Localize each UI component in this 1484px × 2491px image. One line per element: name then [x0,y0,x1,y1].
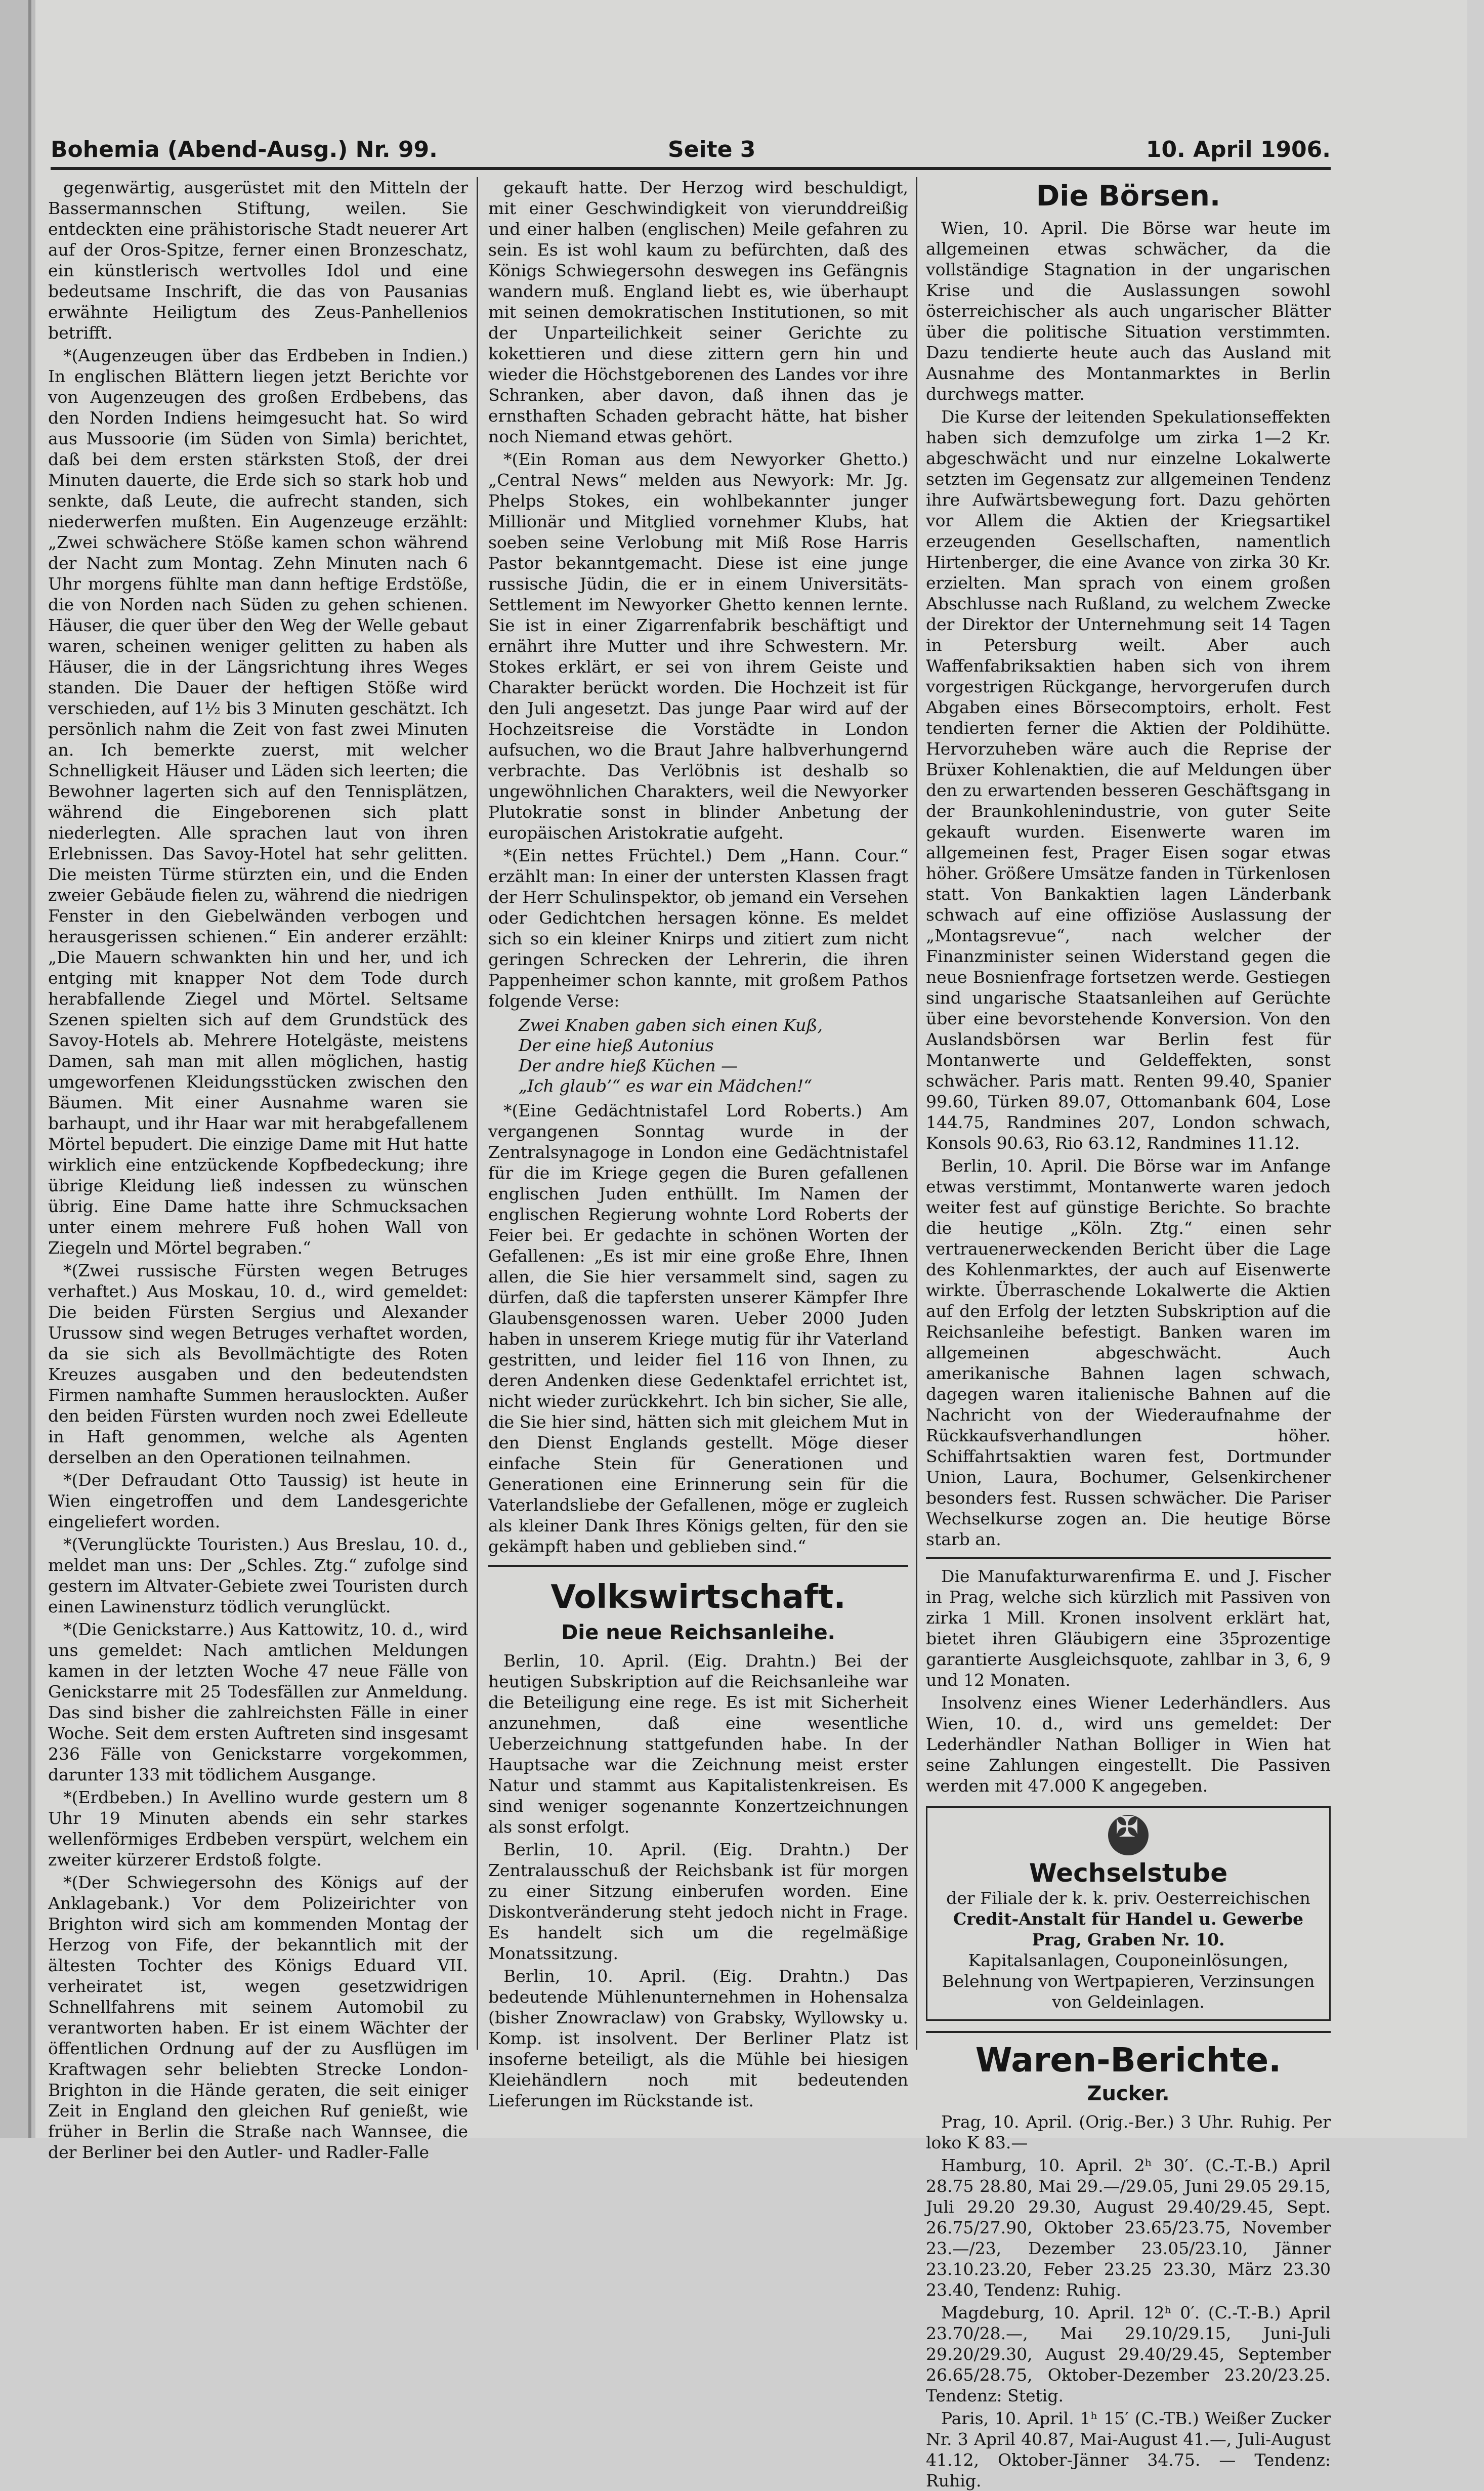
section-title-volkswirtschaft: Volkswirtschaft. [488,1565,908,1617]
section-title-boersen: Die Börsen. [1036,180,1221,213]
scan-edge [0,0,35,2138]
column-rule-1 [477,177,478,2050]
article-reichsanleihe: Berlin, 10. April. (Eig. Drahtn.) Bei der heutigen Subskription auf die Reichsanleihe war die Beteiligung eine rege. Es ist mit Sicherheit anzunehmen, daß eine wesentliche Ueberzeichnung stattgefunden habe. In der Hauptsache war die Zeichnung meist erster Natur und stammt aus Kapitalistenkreisen. Es sind weniger sogenannte Konzertzeichnungen als sonst erfolgt. [488,1651,908,1837]
article-gedaechtnistafel: *(Eine Gedächtnistafel Lord Roberts.) Am vergangenen Sonntag wurde in der Zentralsynagoge in London eine Gedächtnistafel für die im Kriege gegen die Buren gefallenen englischen Juden enthüllt. Im Namen der englischen Regierung wohnte Lord Roberts der Feier bei. Er gedachte in schönen Worten der Gefallenen: „Es ist mir eine große Ehre, Ihnen allen, die Sie hier versammelt sind, sagen zu dürfen, daß die tapfersten unserer Kämpfer Ihre Glaubensgenossen waren. Ueber 2000 Juden haben in unserem Kriege mutig für ihr Vaterland gestritten, und leider fiel 116 von Ihnen, zu deren Andenken diese Gedenktafel errichtet ist, nicht wieder zurückkehrt. Ich bin sicher, Sie alle, die Sie hier sind, hätten sich mit gleichem Mut in den Dienst Englands gestellt. Möge dieser einfache Stein für Generationen und Generationen eine Erinnerung sein für die Vaterlandsliebe der Gefallenen, möge er zugleich als kleiner Dank Ihres Königs gelten, für den sie gekämpft haben und geblieben sind.“ [488,1101,908,1556]
poem-line: Der eine hieß Autonius [519,1035,714,1055]
column-2 [488,177,908,2110]
article-boerse-berlin: Berlin, 10. April. Die Börse war im Anfange etwas verstimmt, Montanwerte waren jedoch weiter fest auf günstige Berichte. So brachte die heutige „Köln. Ztg.“ einen sehr vertrauenerweckenden Bericht über die Lage des Kohlenmarktes, der auch auf Eisenwerte wirkte. Überraschende Lokalwerte die Aktien auf den Erfolg der letzten Subskription auf die Reichsanleihe befestigt. Banken waren im allgemeinen abgeschwächt. Auch amerikanische Bahnen lagen schwach, dagegen waren italienische Bahnen auf die Nachricht von der Wiederaufnahme der Rückkaufsverhandlungen höher. Schiffahrtsaktien waren fest, Dortmunder Union, Laura, Bochumer, Gelsenkirchener besonders fest. Russen schwächer. Die Pariser Wechselkurse zogen an. Die heutige Börse starb an. [926,1156,1331,1549]
article-genickstarre: *(Die Genickstarre.) Aus Kattowitz, 10. d., wird uns gemeldet: Nach amtlichen Meldungen kamen in der letzten Woche 47 neue Fälle von Genickstarre mit 25 Todesfällen zur Anmeldung. Das sind bisher die zahlreichsten Fälle in einer Woche. Seit dem ersten Auftreten sind insgesamt 236 Fälle von Genickstarre vorgekommen, darunter 133 mit tödlichem Ausgange. [48,1620,468,1784]
article-lederhaendler: Insolvenz eines Wiener Lederhändlers. Aus Wien, 10. d., wird uns gemeldet: Der Lederhändler Nathan Bolliger in Wien hat seine Zahlungen eingestellt. Die Passiven werden mit 47.000 K angegeben. [926,1693,1331,1796]
column-rule-2 [916,177,917,2050]
poem-line: „Ich glaub’“ es war ein Mädchen!“ [519,1076,813,1096]
ad-line: der Filiale der k. k. priv. Oesterreichischen [946,1888,1310,1908]
article-defraudant: *(Der Defraudant Otto Taussig) ist heute in Wien eingetroffen und dem Landesgerichte eingeliefert worden. [48,1470,468,1531]
article-muehlenunternehmen: Berlin, 10. April. (Eig. Drahtn.) Das bedeutende Mühlenunternehmen in Hohensalza (bisher Znowraclaw) von Grabsky, Wyllowsky u. Komp. ist insolvent. Der Berliner Platz ist insoferne beteiligt, als die Mühle bei hiesigen Kleiehändlern noch mit bedeutenden Lieferungen im Rückstande ist. [488,1966,908,2110]
poem [519,1015,908,1096]
section-subtitle-reichsanleihe: Die neue Reichsanleihe. [561,1621,835,1644]
eagle-emblem-icon [1108,1815,1149,1855]
article-touristen: *(Verunglückte Touristen.) Aus Breslau, 10. d., meldet man uns: Der „Schles. Ztg.“ zufolge sind gestern im Altvater-Gebiete zwei Touristen durch einen Lawinensturz tödlich verunglückt. [48,1534,468,1616]
report-paris: Paris, 10. April. 1ʰ 15′ (C.-TB.) Weißer Zucker Nr. 3 April 40.87, Mai-August 41.—, Juli-August 41.12, Oktober-Jänner 34.75. — Tendenz: Ruhig. [926,2409,1331,2490]
article-boerse-wien: Wien, 10. April. Die Börse war heute im allgemeinen etwas schwächer, da die vollständige Stagnation in der ungarischen Krise und die Auslassungen sowohl österreichischer als auch ungarischer Blätter über die politische Situation verstimmten. Dazu tendierte heute auch das Ausland mit Ausnahme des Montanmarktes in Berlin durchwegs matter. [926,218,1331,404]
article-schwiegersohn: *(Der Schwiegersohn des Königs auf der Anklagebank.) Vor dem Polizeirichter von Brighton wird sich am kommenden Montag der Herzog von Fife, der bekanntlich mit der ältesten Tochter des Königs Eduard VII. verheiratet ist, wegen gesetzwidrigen Schnellfahrens mit seinem Automobil zu verantworten haben. Er ist einem Wächter der öffentlichen Ordnung auf der zu Ausflügen im Kraftwagen sehr beliebten Strecke London-Brighton in die Hände geraten, die seit einiger Zeit in England den gleichen Ruf genießt, wie früher in Berlin die Straße nach Wannsee, die der Berliner bei den Autler- und Radler-Falle [48,1873,468,2162]
ad-address: Prag, Graben Nr. 10. [1032,1930,1225,1949]
article-erdbeben-indien: *(Augenzeugen über das Erdbeben in Indien.) In englischen Blättern liegen jetzt Berichte vor von Augenzeugen des großen Erdbebens, das den Norden Indiens heimgesucht hat. So wird aus Mussoorie (im Süden von Simla) berichtet, daß bei dem ersten stärksten Stoß, der drei Minuten dauerte, die Erde sich so stark hob und senkte, daß Leute, die aufrecht standen, sich niederwerfen mußten. Ein Augenzeuge erzählt: „Zwei schwächere Stöße kamen schon während der Nacht zum Montag. Zehn Minuten nach 6 Uhr morgens fühlte man dann heftige Erdstöße, die von Norden nach Süden zu gehen schienen. Häuser, die quer über den Weg der Welle gebaut waren, scheinen weniger gelitten zu haben als Häuser, die in der Längsrichtung ihres Weges standen. Die Dauer der heftigen Stöße wird verschieden, auf 1½ bis 3 Minuten geschätzt. Ich persönlich nahm die Zeit von fast zwei Minuten an. Ich bemerkte zuerst, mit welcher Schnelligkeit Häuser und Läden sich leerten; die Bewohner lagerten sich auf den Tennisplätzen, während die Eingeborenen sich platt niederlegten. Alle sprachen laut von ihren Erlebnissen. Das Savoy-Hotel hat sehr gelitten. Die meisten Türme stürzten ein, und die Enden zweier Gebäude fielen zu, während die niedrigen Fenster in den Giebelwänden verbogen und herausgerissen schienen.“ Ein anderer erzählt: „Die Mauern schwankten hin und her, und ich entging mit knapper Not dem Tode durch herabfallende Ziegel und Mörtel. Seltsame Szenen spielten sich auf dem Grundstück des Savoy-Hotels ab. Mehrere Hotelgäste, meistens Damen, sah man mit allen möglichen, hastig umgeworfenen Kleidungsstücken zwischen den Bäumen. Mit einer Ausnahme waren sie barhaupt, und ihr Haar war mit herabgefallenem Mörtel bepudert. Die einzige Dame mit Hut hatte wirklich eine entzückende Kopfbedeckung; ihre übrige Kleidung ließ indessen zu wünschen übrig. Eine Dame hatte ihre Schmucksachen unter einem mehrere Fuß hohen Wall von Ziegeln und Mörtel begraben.“ [48,346,468,1258]
column-1 [48,177,468,2162]
article-newyorker-ghetto: *(Ein Roman aus dem Newyorker Ghetto.) „Central News“ melden aus Newyork: Mr. Jg. Phelps Stokes, ein wohlbekannter junger Millionär und Mitglied vornehmer Klubs, hat soeben seine Verlobung mit Miß Rose Harris Pastor bekanntgemacht. Diese ist eine junge russische Jüdin, die er in einem Universitäts-Settlement im Newyorker Ghetto kennen lernte. Sie ist in einer Zigarrenfabrik beschäftigt und ernährt ihre Mutter und ihre Schwestern. Mr. Stokes erklärt, er sei von ihrem Geiste und Charakter berückt worden. Die Hochzeit ist für den Juli angesetzt. Das junge Paar wird auf der Hochzeitsreise die Vorstädte in London aufsuchen, wo die Braut Jahre halbverhungernd verbrachte. Das Verlöbnis ist deshalb so ungewöhnlichen Charakters, weil die Newyorker Plutokratie sonst in blinder Anbetung der europäischen Aristokratie aufgeht. [488,449,908,843]
header-publication: Bohemia (Abend-Ausg.) Nr. 99. [51,137,438,162]
article-russische-fuersten: *(Zwei russische Fürsten wegen Betruges verhaftet.) Aus Moskau, 10. d., wird gemeldet: Die beiden Fürsten Sergius und Alexander Urussow sind wegen Betruges verhaftet worden, da sie sich als Bevollmächtigte des Roten Kreuzes ausgaben und den bedeutendsten Firmen namhafte Summen herauslockten. Außer den beiden Fürsten wurden noch zwei Edelleute in Haft genommen, welche als Agenten derselben an den Operationen teilnahmen. [48,1261,468,1467]
section-title-waren-berichte: Waren-Berichte. [926,2031,1331,2081]
page-header [51,137,1331,170]
ad-line: Credit-Anstalt für Handel u. Gewerbe [953,1909,1303,1929]
poem-line: Der andre hieß Küchen — [519,1056,738,1075]
poem-line: Zwei Knaben gaben sich einen Kuß, [519,1015,823,1035]
header-date: 10. April 1906. [1146,137,1331,162]
section-subtitle-zucker: Zucker. [1087,2082,1170,2105]
article-manufakturwaren: Die Manufakturwarenfirma E. und J. Fischer in Prag, welche sich kürzlich mit Passiven von zirka 1 Mill. Kronen insolvent erklärt hat, bietet ihren Gläubigern eine 35prozentige garantierte Ausgleichsquote, zahlbar in 3, 6, 9 und 12 Monaten. [926,1566,1331,1690]
article-boerse-kurse: Die Kurse der leitenden Spekulationseffekten haben sich demzufolge um zirka 1—2 Kr. abgeschwächt und nur einzelne Lokalwerte setzten im Gegensatz zur allgemeinen Tendenz ihre Aufwärtsbewegung fort. Dazu gehörten vor Allem die Aktien der Kriegsartikel erzeugenden Gesellschaften, namentlich Hirtenberger, die eine Avance von zirka 30 Kr. erzielten. Man sprach von einem großen Abschlusse nach Rußland, zu welchem Zwecke der Direktor der Unternehmung seit 14 Tagen in Petersburg weilt. Aber auch Waffenfabriksaktien haben sich von ihrem vorgestrigen Rückgange, hervorgerufen durch Abgaben eines Börsecomptoirs, erholt. Fest tendierten ferner die Aktien der Poldihütte. Hervorzuheben wäre auch die Reprise der Brüxer Kohlenaktien, die auf Meldungen über den zu erwartenden besseren Geschäftsgang in der Braunkohlenindustrie, von guter Seite gekauft wurden. Eisenwerte waren im allgemeinen fest, Prager Eisen sogar etwas höher. Größere Umsätze fanden in Türkenlosen statt. Von Bankaktien lagen Länderbank schwach auf eine offiziöse Auslassung der „Montagsrevue“, nach welcher der Finanzminister seinen Widerstand gegen die neue Bosnienfrage fortsetzen werde. Gestiegen sind ungarische Staatsanleihen auf Gerüchte über eine bevorstehende Konversion. Von den Auslandsbörsen war Berlin fest für Montanwerte und Geldeffekten, sonst schwächer. Paris matt. Renten 99.40, Spanier 99.60, Türken 89.07, Ottomanbank 604, Lose 144.75, Randmines 207, London schwach, Konsols 90.63, Rio 63.12, Randmines 11.12. [926,407,1331,1153]
ad-services: Kapitalsanlagen, Couponeinlösungen, Belehnung von Wertpapieren, Verzinsungen von Geldeinlagen. [942,1950,1315,2012]
report-magdeburg: Magdeburg, 10. April. 12ʰ 0′. (C.-T.-B.) April 23.70/28.—, Mai 29.10/29.15, Juni-Juli 29.20/29.30, August 29.40/29.45, September 26.65/28.75, Oktober-Dezember 23.20/23.25. Tendenz: Stetig. [926,2303,1331,2405]
ad-title: Wechselstube [1029,1858,1228,1888]
header-page-number: Seite 3 [668,137,756,162]
article-paragraph: gegenwärtig, ausgerüstet mit den Mitteln der Bassermannschen Stiftung, weilen. Sie entdeckten eine prähistorische Stadt neuerer Art auf der Oros-Spitze, ferner einen Bronzeschatz, ein künstlerisch wertvolles Idol und eine bedeutsame Inschrift, die das von Pausanias erwähnte Heiligtum des Zeus-Panhellenios betrifft. [48,178,468,343]
article-reichsbank: Berlin, 10. April. (Eig. Drahtn.) Der Zentralausschuß der Reichsbank ist für morgen zu einer Sitzung einberufen worden. Eine Diskontveränderung steht jedoch nicht in Frage. Es handelt sich um die regelmäßige Monatssitzung. [488,1840,908,1963]
column-3 [926,177,1331,2490]
report-prag: Prag, 10. April. (Orig.-Ber.) 3 Uhr. Ruhig. Per loko K 83.— [926,2112,1331,2152]
article-erdbeben-avellino: *(Erdbeben.) In Avellino wurde gestern um 8 Uhr 19 Minuten abends ein sehr starkes wellenförmiges Erdbeben verspürt, welchem ein zweiter kürzerer Erdstoß folgte. [48,1788,468,1870]
advertisement-wechselstube [926,1806,1331,2021]
divider [926,1557,1331,1559]
article-nettes-fruechtel: *(Ein nettes Früchtel.) Dem „Hann. Cour.“ erzählt man: In einer der untersten Klassen fragt der Herr Schulinspektor, ob jemand ein Versehen oder Gedichtchen hersagen könne. Es meldet sich so ein kleiner Knirps und zitiert zum nicht geringen Schrecken der Lehrerin, die ihren Pappenheimer schon kannte, mit großem Pathos folgende Verse: [488,846,908,1011]
article-paragraph: gekauft hatte. Der Herzog wird beschuldigt, mit einer Geschwindigkeit von vierunddreißig und einer halben (englischen) Meile gefahren zu sein. Es ist wohl kaum zu befürchten, daß des Königs Schwiegersohn deswegen ins Gefängnis wandern muß. England liebt es, wie überhaupt mit seinen demokratischen Institutionen, so mit der Unparteilichkeit seiner Gerichte zu kokettieren und diese zittern gern hin und wieder die Höchstgeborenen des Landes vor ihre Schranken, aber davon, daß ihnen das je ernsthaften Schaden gebracht hätte, hat bisher noch Niemand etwas gehört. [488,178,908,446]
report-hamburg: Hamburg, 10. April. 2ʰ 30′. (C.-T.-B.) April 28.75 28.80, Mai 29.—/29.05, Juni 29.05 29.15, Juli 29.20 29.30, August 29.40/29.45, Sept. 26.75/27.90, Oktober 23.65/23.75, November 23.—/23, Dezember 23.05/23.10, Jänner 23.10.23.20, Feber 23.25 23.30, März 23.30 23.40, Tendenz: Ruhig. [926,2155,1331,2300]
